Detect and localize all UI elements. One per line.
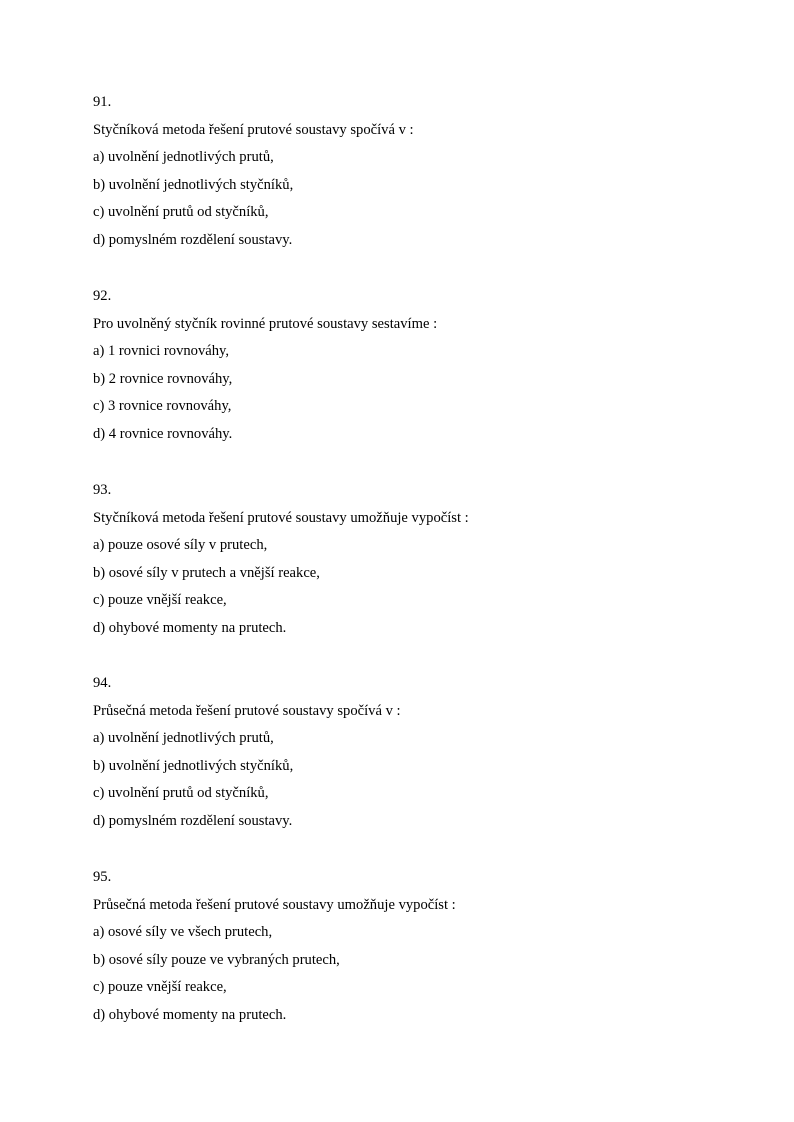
option-b: b) uvolnění jednotlivých styčníků, [93, 757, 294, 774]
question-93 [93, 477, 753, 642]
option-c: c) 3 rovnice rovnováhy, [93, 398, 232, 414]
option-a: a) 1 rovnici rovnováhy, [93, 343, 230, 359]
option-d: d) ohybové momenty na prutech. [93, 1006, 287, 1023]
option-d: d) ohybové momenty na prutech. [93, 619, 287, 636]
option-a: a) pouze osové síly v prutech, [93, 537, 268, 553]
option-d: d) 4 rovnice rovnováhy. [93, 425, 233, 442]
option-c: c) uvolnění prutů od styčníků, [93, 785, 269, 801]
option-c: c) pouze vnější reakce, [93, 592, 227, 608]
option-b: b) osové síly v prutech a vnější reakce, [93, 564, 320, 581]
question-number: 93. [93, 482, 112, 498]
question-text: Styčníková metoda řešení prutové soustavy spočívá v : [93, 121, 414, 138]
option-c: c) uvolnění prutů od styčníků, [93, 204, 269, 220]
option-a: a) uvolnění jednotlivých prutů, [93, 149, 274, 165]
question-92 [93, 283, 753, 448]
question-91 [93, 89, 753, 254]
option-c: c) pouze vnější reakce, [93, 979, 227, 995]
question-number: 92. [93, 288, 112, 304]
question-number: 94. [93, 675, 112, 691]
question-94 [93, 670, 753, 835]
option-a: a) uvolnění jednotlivých prutů, [93, 730, 274, 746]
question-number: 91. [93, 94, 112, 110]
question-text: Styčníková metoda řešení prutové soustavy umožňuje vypočíst : [93, 509, 469, 526]
question-95 [93, 864, 753, 1029]
question-text: Průsečná metoda řešení prutové soustavy spočívá v : [93, 702, 401, 719]
question-number: 95. [93, 869, 112, 885]
option-b: b) osové síly pouze ve vybraných prutech, [93, 951, 340, 968]
option-b: b) uvolnění jednotlivých styčníků, [93, 176, 294, 193]
option-d: d) pomyslném rozdělení soustavy. [93, 231, 293, 248]
question-text: Průsečná metoda řešení prutové soustavy umožňuje vypočíst : [93, 896, 456, 913]
option-a: a) osové síly ve všech prutech, [93, 924, 273, 940]
option-d: d) pomyslném rozdělení soustavy. [93, 812, 293, 829]
question-text: Pro uvolněný styčník rovinné prutové soustavy sestavíme : [93, 315, 438, 332]
option-b: b) 2 rovnice rovnováhy, [93, 370, 233, 387]
